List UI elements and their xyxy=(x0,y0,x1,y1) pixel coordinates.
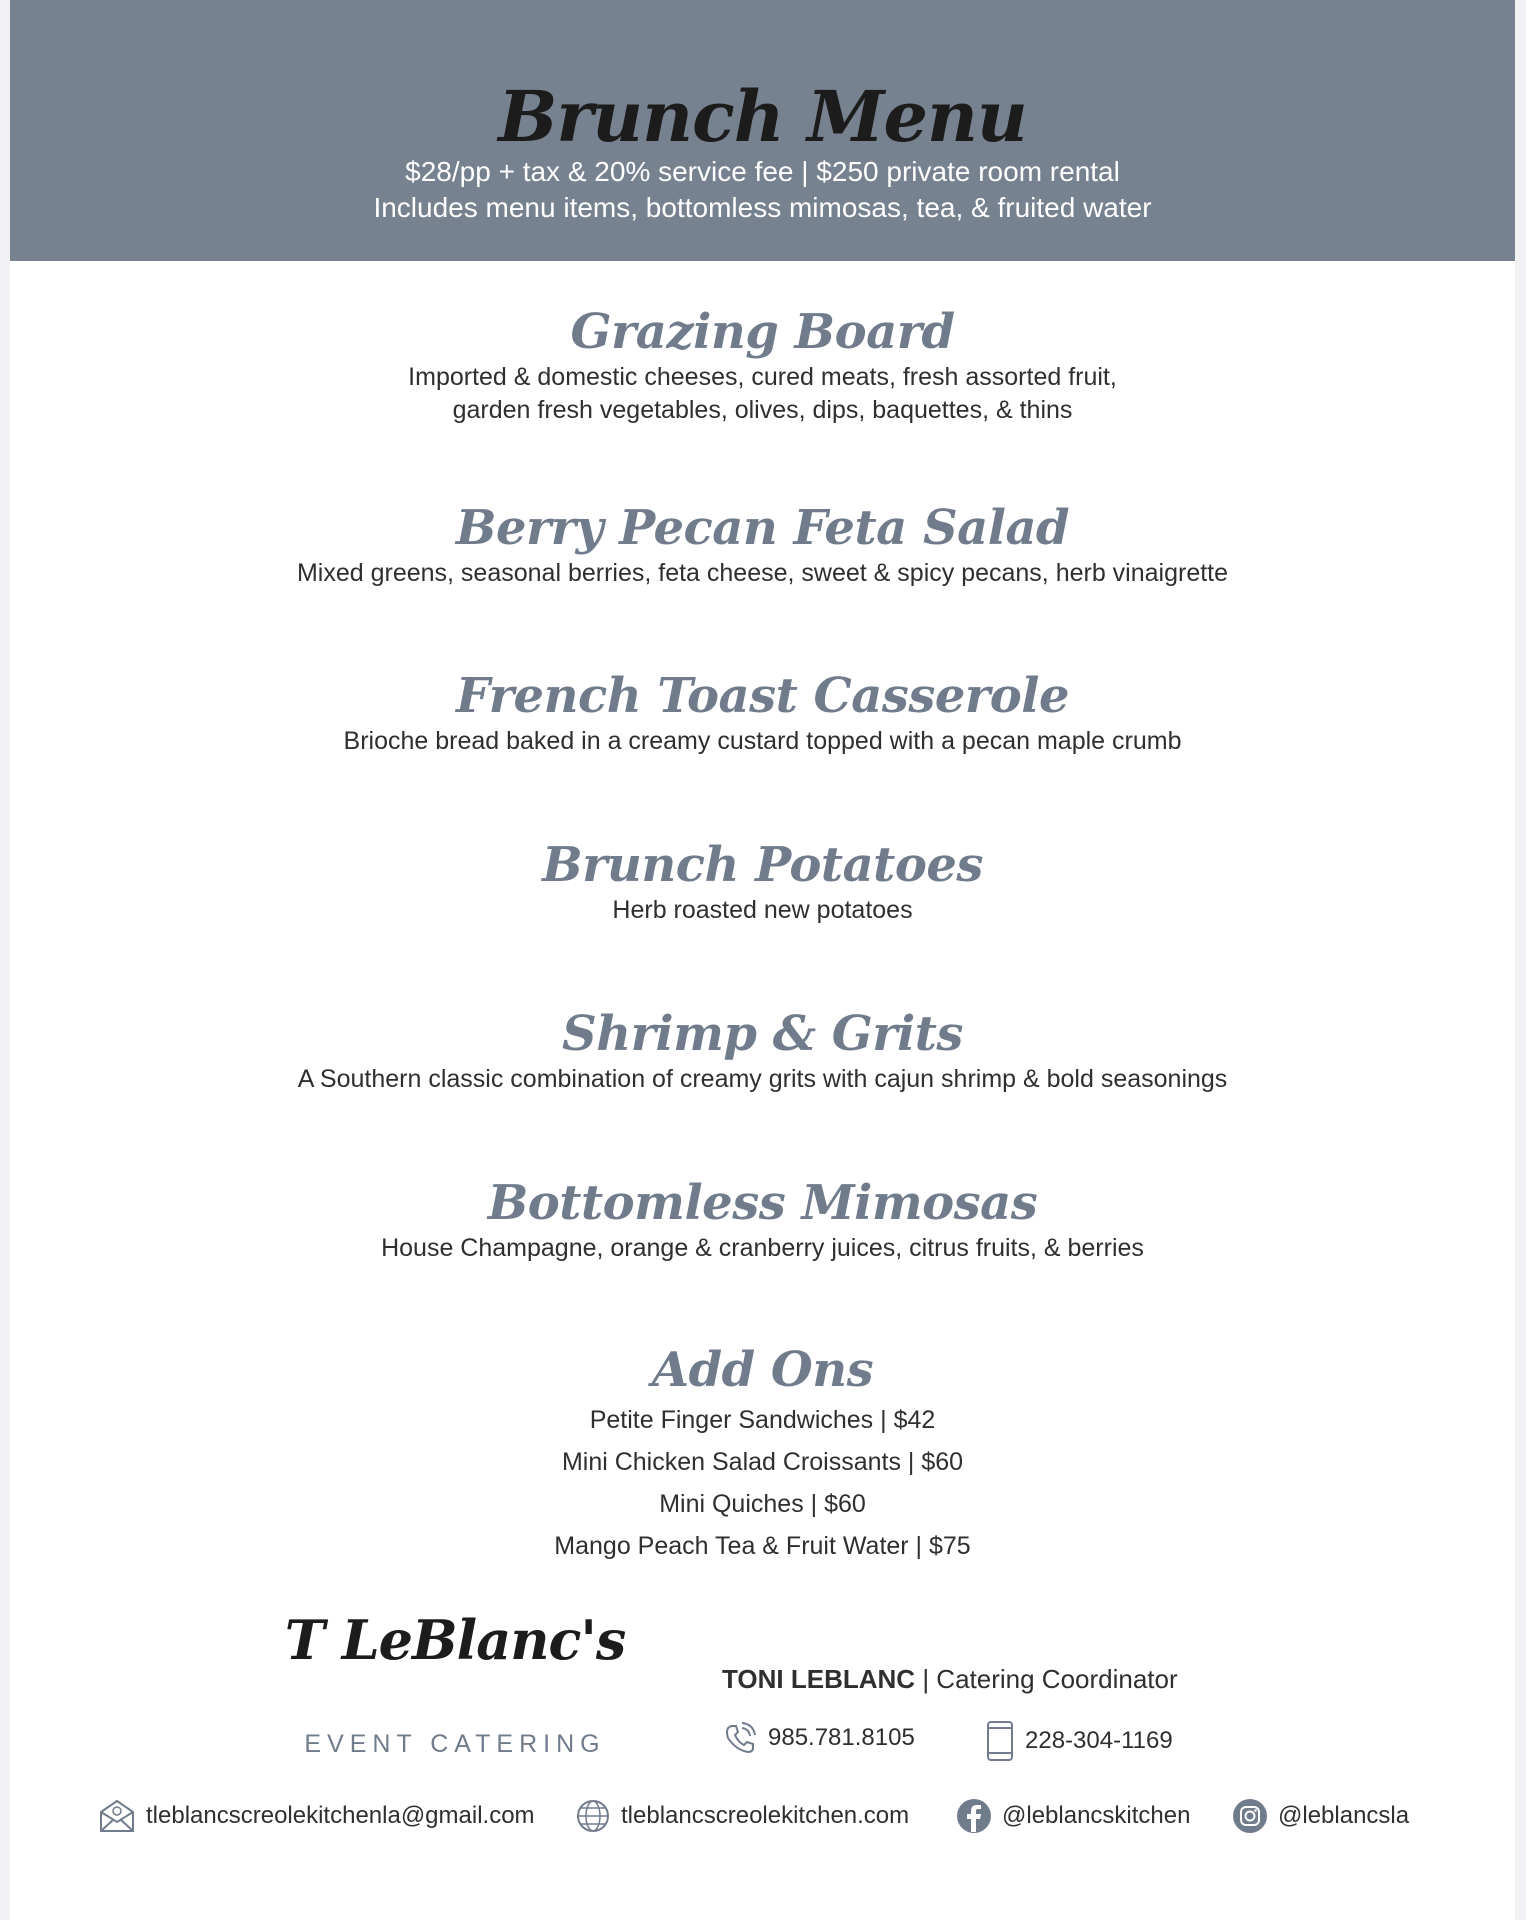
phone-number: 985.781.8105 xyxy=(768,1724,915,1751)
section-title: Berry Pecan Feta Salad xyxy=(455,500,1070,556)
email-address: tleblancscreolekitchenla@gmail.com xyxy=(146,1802,535,1829)
phone-office[interactable] xyxy=(722,1720,915,1756)
section-desc: A Southern classic combination of creamy grits with cajun shrimp & bold seasonings xyxy=(297,1065,1228,1093)
website-link[interactable] xyxy=(575,1798,909,1834)
section-desc: Mixed greens, seasonal berries, feta cheese, sweet & spicy pecans, herb vinaigrette xyxy=(296,559,1229,587)
instagram-handle: @leblancsla xyxy=(1278,1802,1410,1829)
instagram-icon xyxy=(1232,1798,1268,1834)
section-berry-salad xyxy=(10,499,1515,590)
section-brunch-potatoes xyxy=(10,836,1515,927)
section-title: Bottomless Mimosas xyxy=(487,1175,1038,1231)
coordinator-role: | Catering Coordinator xyxy=(922,1664,1178,1694)
instagram-link[interactable] xyxy=(1232,1798,1409,1834)
addon-item: Petite Finger Sandwiches | $42 xyxy=(589,1406,936,1434)
section-title: Shrimp & Grits xyxy=(562,1006,963,1062)
section-bottomless-mimosas xyxy=(10,1174,1515,1265)
section-desc: Herb roasted new potatoes xyxy=(612,896,913,924)
brand-tagline: EVENT CATERING xyxy=(304,1730,606,1758)
menu-page xyxy=(10,0,1515,1920)
coordinator-line xyxy=(722,1664,1178,1695)
section-grazing-board xyxy=(10,303,1515,427)
section-desc: Brioche bread baked in a creamy custard topped with a pecan maple crumb xyxy=(343,727,1182,755)
section-shrimp-grits xyxy=(10,1005,1515,1096)
phone-number: 228-304-1169 xyxy=(1025,1727,1173,1754)
website-url: tleblancscreolekitchen.com xyxy=(621,1802,910,1829)
section-add-ons xyxy=(10,1341,1515,1567)
menu-header xyxy=(10,0,1515,261)
pricing-line: $28/pp + tax & 20% service fee | $250 private room rental xyxy=(405,156,1120,187)
envelope-icon xyxy=(98,1798,136,1834)
facebook-icon xyxy=(956,1798,992,1834)
addon-item: Mini Quiches | $60 xyxy=(659,1490,866,1518)
section-title: French Toast Casserole xyxy=(456,668,1069,724)
section-desc: Imported & domestic cheeses, cured meats, fresh assorted fruit, xyxy=(408,363,1117,391)
email-link[interactable] xyxy=(98,1798,535,1834)
section-desc: House Champagne, orange & cranberry juices, citrus fruits, & berries xyxy=(381,1234,1144,1262)
globe-icon xyxy=(575,1798,611,1834)
coordinator-name: TONI LEBLANC xyxy=(722,1664,916,1694)
phone-icon xyxy=(722,1720,758,1756)
facebook-link[interactable] xyxy=(956,1798,1190,1834)
section-title: Grazing Board xyxy=(570,304,955,360)
section-title: Brunch Potatoes xyxy=(542,837,983,893)
facebook-handle: @leblancskitchen xyxy=(1002,1802,1191,1829)
addon-item: Mango Peach Tea & Fruit Water | $75 xyxy=(554,1532,971,1560)
phone-mobile[interactable] xyxy=(985,1720,1173,1762)
menu-title: Brunch Menu xyxy=(498,75,1027,158)
brand-logo: T LeBlanc's xyxy=(284,1608,626,1672)
section-title: Add Ons xyxy=(651,1342,874,1398)
section-french-toast xyxy=(10,667,1515,758)
addon-item: Mini Chicken Salad Croissants | $60 xyxy=(561,1448,964,1476)
section-desc: garden fresh vegetables, olives, dips, baquettes, & thins xyxy=(452,396,1073,424)
mobile-phone-icon xyxy=(985,1720,1015,1762)
includes-line: Includes menu items, bottomless mimosas, tea, & fruited water xyxy=(373,192,1152,223)
